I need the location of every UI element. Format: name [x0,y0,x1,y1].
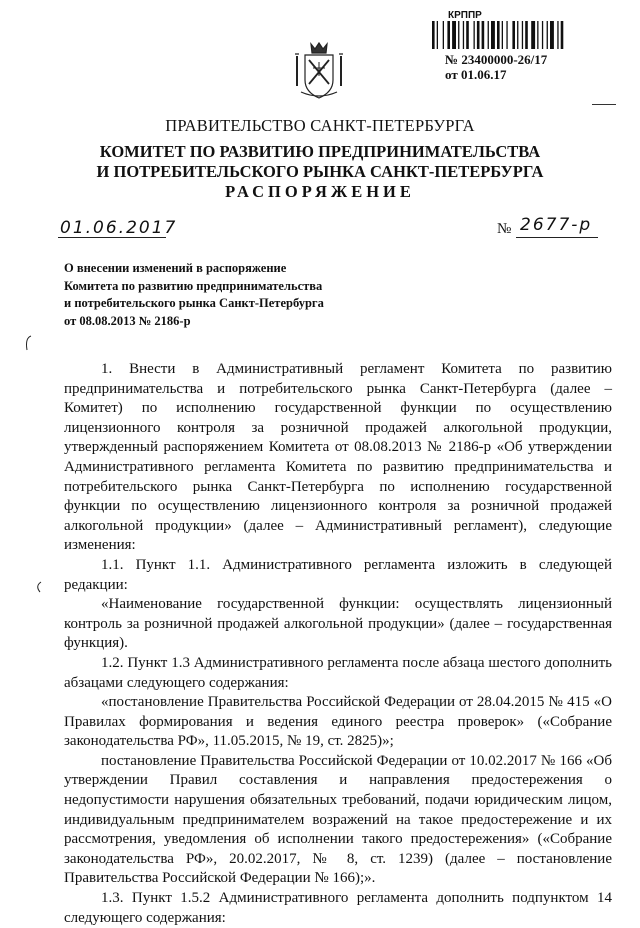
paragraph: 1. Внести в Административный регламент Комитета по развитию предпринимательства и потребительского рынка Санкт-Петербурга (далее – Комитет) по исполнению государственной функции по осуществлению лицензионного контроля за розничной продажей алкогольной продукции, утвержденный распоряжением Комитета от 08.08.2013 № 2186-р «Об утверждении Административного регламента Комитета по развитию предпринимательства и потребительского рынка Санкт-Петербурга по исполнению государственной функции по осуществлению лицензионного контроля за розничной продажей алкогольной продукции» (далее – Административный регламент), следующие изменения: [64,361,612,554]
number-underline [516,237,598,238]
committee-title-line2: И ПОТРЕБИТЕЛЬСКОГО РЫНКА САНКТ-ПЕТЕРБУРГА [96,162,544,181]
registration-date: от 01.06.17 [445,67,507,82]
paragraph: 1.1. Пункт 1.1. Административного регламента изложить в следующей редакции: [64,556,612,593]
government-title: ПРАВИТЕЛЬСТВО САНКТ-ПЕТЕРБУРГА [165,116,475,135]
paragraph: 1.2. Пункт 1.3 Административного регламента после абзаца шестого дополнить абзацами следующего содержания: [64,654,612,691]
margin-mark [34,580,44,594]
header-dash [592,104,616,105]
margin-mark [23,334,33,352]
committee-title-line1: КОМИТЕТ ПО РАЗВИТИЮ ПРЕДПРИНИМАТЕЛЬСТВА [99,142,541,161]
number-sign: № [497,221,512,237]
paragraph: «Наименование государственной функции: осуществлять лицензионный контроль за розничной продажей алкогольной продукции» (далее – государственная функция). [64,596,612,652]
document-body [64,360,612,928]
registration-number: № 23400000-26/17 [445,52,548,67]
subject-line: от 08.08.2013 № 2186-р [64,313,191,328]
subject-line: О внесении изменений в распоряжение [64,261,287,275]
coat-of-arms-icon [291,40,347,102]
date-underline [58,237,166,238]
paragraph: «постановление Правительства Российской Федерации от 28.04.2015 № 415 «О Правилах формирования и ведения единого реестра проверок» («Собрание законодательства РФ», 11.05.2015, № 19, ст. 2825)»; [64,694,612,750]
subject-line: и потребительского рынка Санкт-Петербурга [64,296,324,310]
paragraph: постановление Правительства Российской Федерации от 10.02.2017 № 166 «Об утверждении Правил составления и направления предостережения о недопустимости нарушения обязательных требований, подачи юридическим лицом, индивидуальным предпринимателем возражений на такое предостережение и их рассмотрения, уведомления об исполнении такого предостережения» («Собрание законодательства РФ», 20.02.2017, № 8, ст. 1239) (далее – постановление Правительства Российской Федерации № 166);». [64,752,612,887]
paragraph: 1.3. Пункт 1.5.2 Административного регламента дополнить подпунктом 14 следующего содержания: [64,890,612,926]
document-number: 2677-р [520,215,593,235]
registry-stamp-label: КРППР [448,10,482,21]
barcode [432,21,612,49]
document-date: 01.06.2017 [60,218,178,238]
document-type: РАСПОРЯЖЕНИЕ [225,182,415,201]
subject-block [64,260,364,330]
subject-line: Комитета по развитию предпринимательства [64,278,323,293]
